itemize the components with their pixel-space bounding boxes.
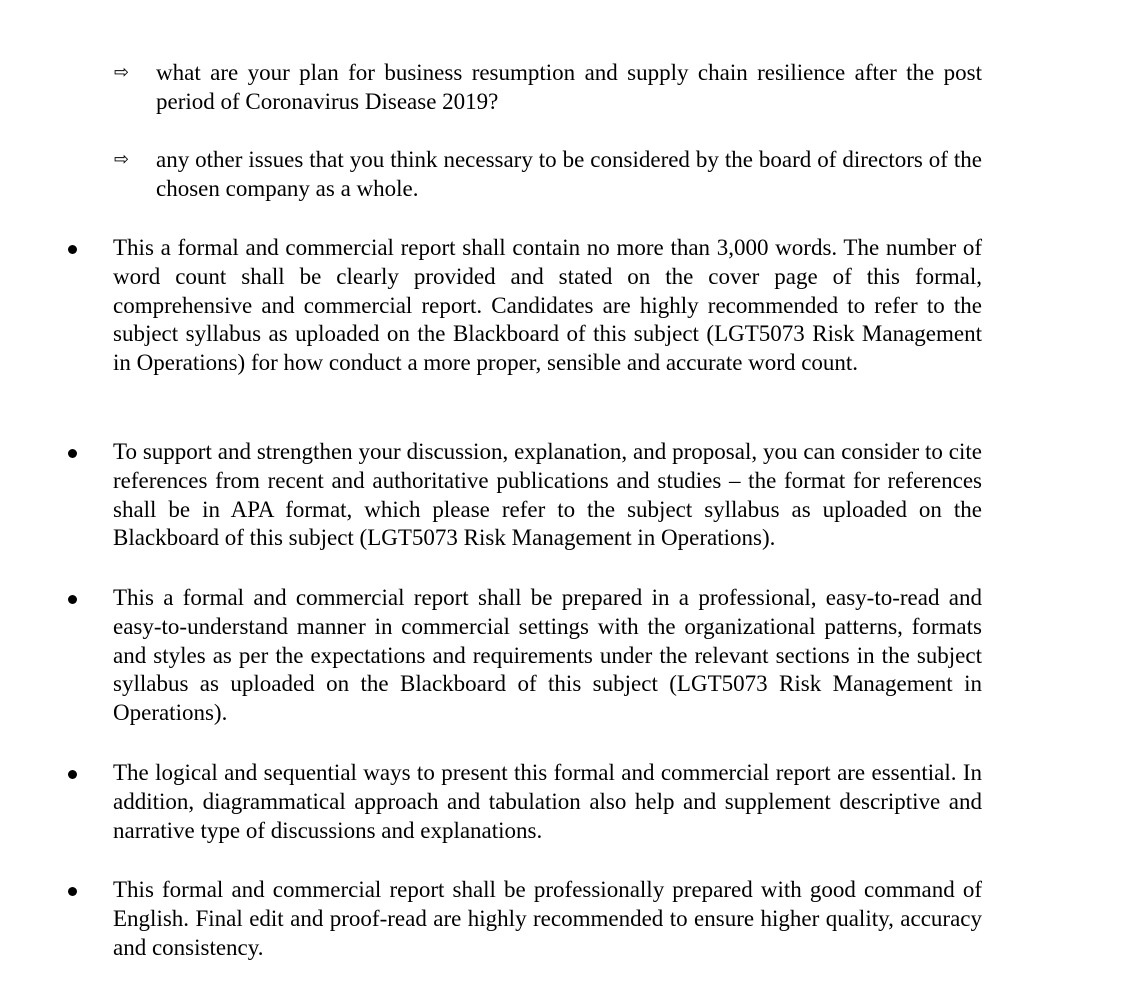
bullet-item-text: The logical and sequential ways to present this formal and commercial report are essential. In addition, diagrammatical approach and tabulation also help and supplement descriptive and narrative type of discussions and explanations.	[113, 760, 982, 843]
bullet-item-text: This a formal and commercial report shall contain no more than 3,000 words. The number of word count shall be clearly provided and stated on the cover page of this formal, comprehensive and commercial report. Candidates are highly recommended to refer to the subject syllabus as uploaded on the Blackboard of this subject (LGT5073 Risk Management in Operations) for how conduct a more proper, sensible and accurate word count.	[113, 235, 982, 376]
bullet-item-text: This formal and commercial report shall be professionally prepared with good command of English. Final edit and proof-read are highly recommended to ensure higher quality, accuracy and consistency.	[113, 877, 982, 960]
arrow-item-text: any other issues that you think necessary to be considered by the board of directors of the chosen company as a whole.	[156, 147, 982, 201]
bullet-dot-icon	[68, 245, 77, 254]
bullet-item-text: To support and strengthen your discussion, explanation, and proposal, you can consider to cite references from recent and authoritative publications and studies – the format for references shall be in APA format, which please refer to the subject syllabus as uploaded on the Blackboard of this subject (LGT5073 Risk Management in Operations).	[113, 439, 982, 551]
bullet-dot-icon	[68, 449, 77, 458]
bullet-item-text: This a formal and commercial report shall be prepared in a professional, easy-to-read and easy-to-understand manner in commercial settings with the organizational patterns, formats and styles as per the expectations and requirements under the relevant sections in the subject syllabus as uploaded on the Blackboard of this subject (LGT5073 Risk Management in Operations).	[113, 585, 982, 726]
bullet-dot-icon	[68, 595, 77, 604]
bullet-dot-icon	[68, 770, 77, 779]
bullet-dot-icon	[68, 887, 77, 896]
arrow-item-text: what are your plan for business resumption and supply chain resilience after the post period of Coronavirus Disease 2019?	[156, 60, 982, 114]
right-arrow-icon: ⇨	[114, 149, 130, 170]
right-arrow-icon: ⇨	[114, 62, 130, 83]
